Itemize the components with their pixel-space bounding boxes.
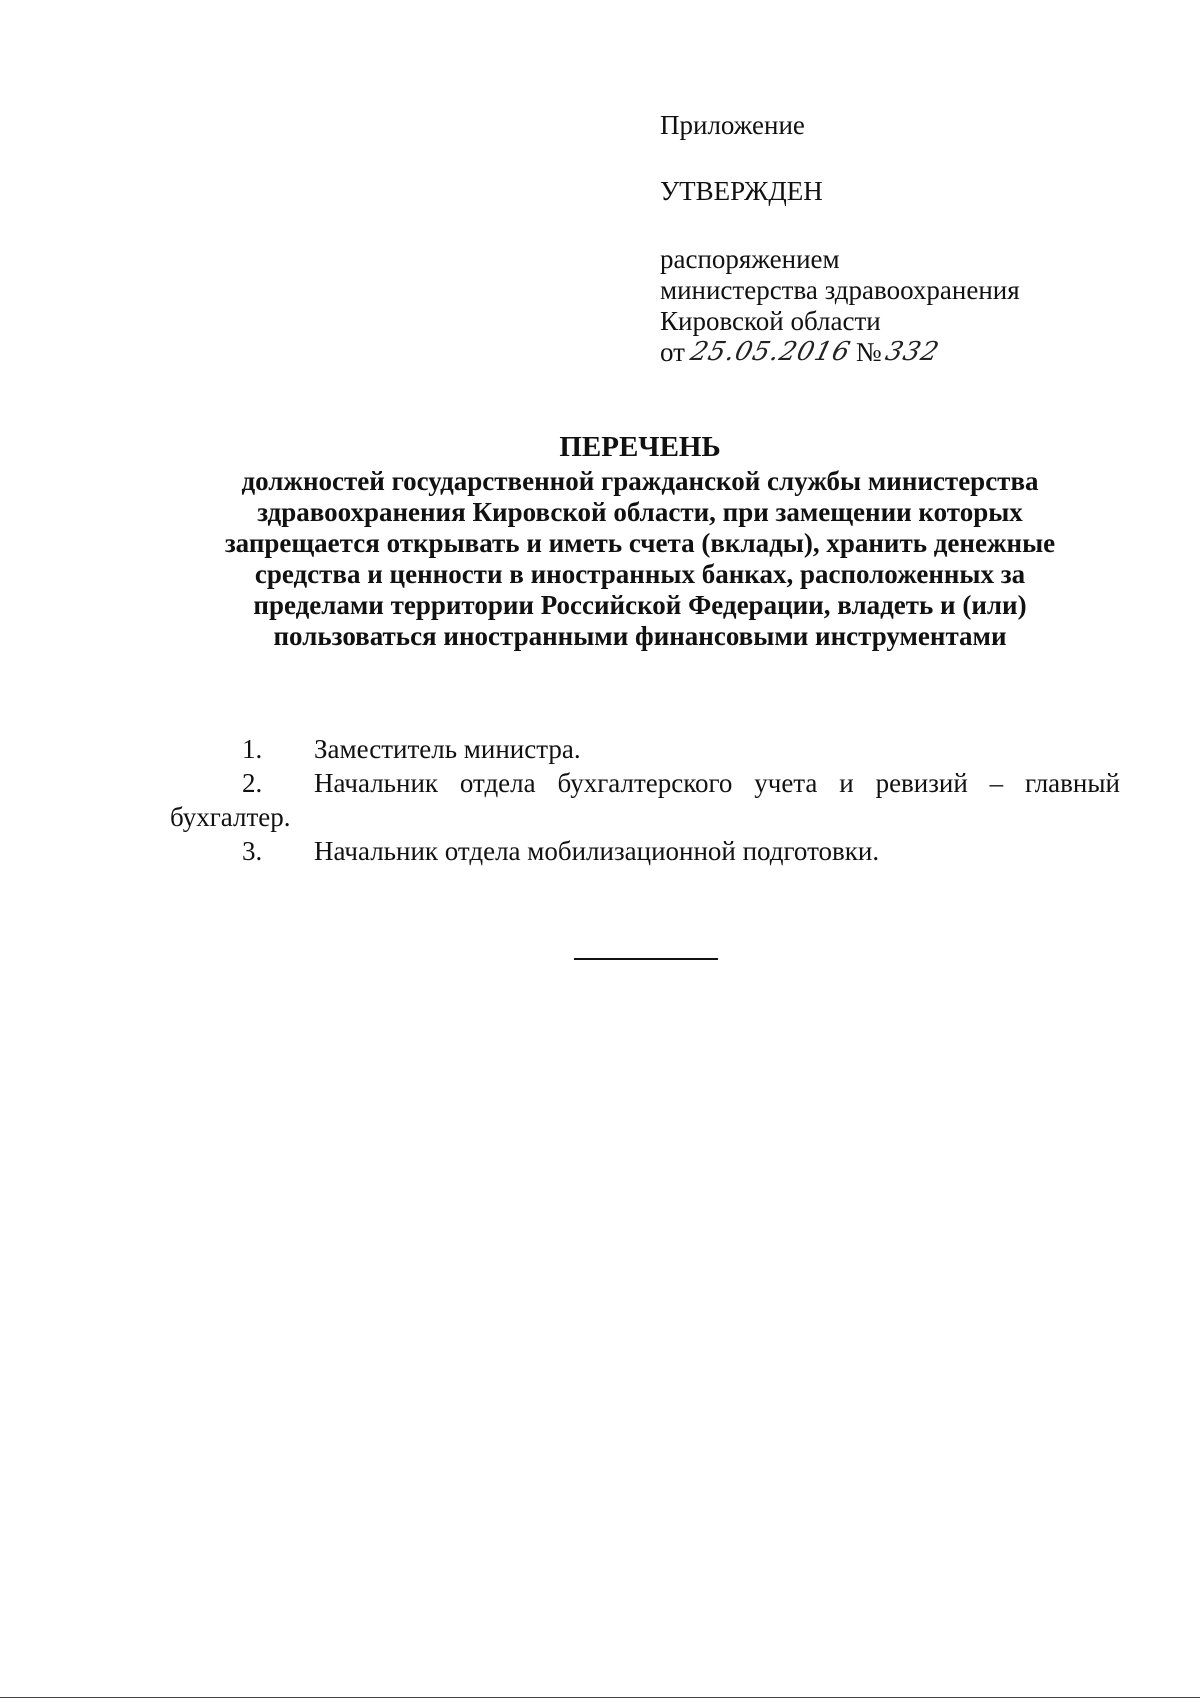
end-divider [574, 958, 718, 960]
title-line: пределами территории Российской Федерации, владеть и (или) [253, 590, 1027, 620]
item-word: бухгалтерского [557, 768, 733, 798]
item-word: отдела [459, 768, 536, 798]
item-word: ревизий [875, 768, 968, 798]
handwritten-number: 332 [881, 337, 943, 367]
title-line: пользоваться иностранными финансовыми инструментами [273, 621, 1007, 651]
approved-label: УТВЕРЖДЕН [660, 176, 823, 206]
title-line: здравоохранения Кировской области, при замещении которых [257, 497, 1023, 527]
item-word: учета [754, 768, 818, 798]
item-text [314, 766, 1120, 800]
document-title [200, 432, 1080, 652]
item-text: Начальник отдела мобилизационной подготовки. [314, 836, 880, 866]
title-line: запрещается открывать и иметь счета (вклады), хранить денежные [224, 528, 1056, 558]
list-item [170, 732, 1120, 766]
list-item [170, 766, 1120, 800]
title-line: средства и ценности в иностранных банках, расположенных за [254, 559, 1026, 589]
handwritten-date: 25.05.2016 [687, 337, 854, 367]
order-date-line [660, 337, 1020, 368]
item-number: 3. [242, 836, 263, 866]
item-continuation: бухгалтер. [170, 802, 291, 832]
item-number: 1. [242, 734, 263, 764]
appendix-label: Приложение [660, 110, 805, 140]
item-number: 2. [242, 768, 263, 798]
item-word: Начальник [314, 768, 439, 798]
item-word: и [839, 768, 854, 798]
scan-edge-line [0, 1697, 1200, 1698]
number-sign: № [855, 337, 882, 367]
title-line: должностей государственной гражданской службы министерства [241, 466, 1039, 496]
title-heading: ПЕРЕЧЕНЬ [559, 431, 721, 463]
order-line: распоряжением [660, 244, 840, 274]
item-word: – [989, 768, 1004, 798]
item-text: Заместитель министра. [314, 734, 581, 764]
date-prefix: от [660, 337, 685, 367]
list-item [170, 834, 1120, 868]
item-word: главный [1025, 768, 1120, 798]
positions-list [170, 732, 1120, 868]
order-line: министерства здравоохранения [660, 275, 1020, 305]
approval-order [660, 244, 1020, 368]
order-line: Кировской области [660, 306, 881, 336]
